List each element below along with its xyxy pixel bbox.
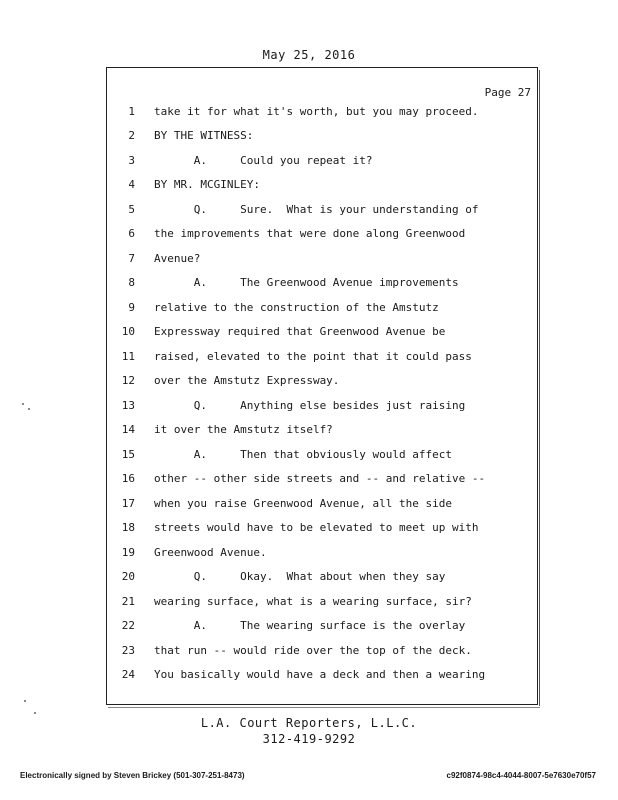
scan-speck: [28, 408, 30, 410]
court-reporter-name: L.A. Court Reporters, L.L.C.: [200, 716, 418, 730]
line-number: 14: [121, 423, 135, 436]
line-text: You basically would have a deck and then a wearing: [154, 668, 486, 681]
line-text: when you raise Greenwood Avenue, all the side: [154, 497, 453, 510]
line-number: 20: [121, 570, 135, 583]
line-number: 10: [121, 325, 135, 338]
line-text: Q. Anything else besides just raising: [154, 399, 466, 412]
transcript-line: [107, 178, 539, 198]
transcript-date: May 25, 2016: [262, 48, 356, 62]
transcript-line: [107, 546, 539, 566]
transcript-line: [107, 644, 539, 664]
line-text: A. The wearing surface is the overlay: [154, 619, 466, 632]
line-number: 3: [128, 154, 135, 167]
line-number: 24: [121, 668, 135, 681]
transcript-line: [107, 619, 539, 639]
line-text: Avenue?: [154, 252, 201, 265]
line-number: 5: [128, 203, 135, 216]
line-number: 23: [121, 644, 135, 657]
line-text: A. Then that obviously would affect: [154, 448, 453, 461]
transcript-line: [107, 252, 539, 272]
transcript-line: [107, 570, 539, 590]
line-number: 22: [121, 619, 135, 632]
line-number: 7: [128, 252, 135, 265]
transcript-page-frame: [106, 67, 538, 705]
line-number: 9: [128, 301, 135, 314]
scan-speck: [24, 700, 26, 702]
transcript-line: [107, 203, 539, 223]
line-number: 4: [128, 178, 135, 191]
line-text: other -- other side streets and -- and relative --: [154, 472, 486, 485]
transcript-line: [107, 350, 539, 370]
electronic-signature: Electronically signed by Steven Brickey (501-307-251-8473): [20, 771, 245, 780]
line-number: 12: [121, 374, 135, 387]
line-text: take it for what it's worth, but you may proceed.: [154, 105, 479, 118]
transcript-line: [107, 448, 539, 468]
transcript-line: [107, 423, 539, 443]
line-number: 18: [121, 521, 135, 534]
transcript-line: [107, 325, 539, 345]
transcript-line: [107, 399, 539, 419]
line-text: the improvements that were done along Greenwood: [154, 227, 466, 240]
line-text: wearing surface, what is a wearing surface, sir?: [154, 595, 472, 608]
transcript-line: [107, 276, 539, 296]
line-number: 11: [121, 350, 135, 363]
line-number: 21: [121, 595, 135, 608]
transcript-line: [107, 521, 539, 541]
transcript-line: [107, 595, 539, 615]
line-text: Q. Sure. What is your understanding of: [154, 203, 479, 216]
document-hash: c92f0874-98c4-4044-8007-5e7630e70f57: [446, 771, 596, 780]
line-number: 8: [128, 276, 135, 289]
court-reporter-phone: 312-419-9292: [262, 732, 356, 746]
line-text: over the Amstutz Expressway.: [154, 374, 340, 387]
line-text: relative to the construction of the Amstutz: [154, 301, 439, 314]
line-text: Expressway required that Greenwood Avenue be: [154, 325, 446, 338]
transcript-line: [107, 301, 539, 321]
line-number: 17: [121, 497, 135, 510]
line-text: Q. Okay. What about when they say: [154, 570, 446, 583]
scan-speck: [22, 403, 24, 405]
transcript-line: [107, 105, 539, 125]
transcript-line: [107, 154, 539, 174]
line-number: 13: [121, 399, 135, 412]
line-text: streets would have to be elevated to meet up with: [154, 521, 479, 534]
line-number: 15: [121, 448, 135, 461]
page-bottom-rule: [108, 707, 540, 708]
line-number: 6: [128, 227, 135, 240]
line-text: that run -- would ride over the top of the deck.: [154, 644, 472, 657]
line-number: 2: [128, 129, 135, 142]
line-number: 1: [128, 105, 135, 118]
transcript-line: [107, 227, 539, 247]
line-text: BY MR. MCGINLEY:: [154, 178, 260, 191]
page-number: Page 27: [484, 86, 531, 99]
transcript-line: [107, 472, 539, 492]
transcript-line: [107, 374, 539, 394]
scan-speck: [34, 712, 36, 714]
transcript-line: [107, 497, 539, 517]
line-text: BY THE WITNESS:: [154, 129, 254, 142]
line-number: 16: [121, 472, 135, 485]
line-text: it over the Amstutz itself?: [154, 423, 333, 436]
transcript-line: [107, 129, 539, 149]
page-edge-rule: [539, 70, 540, 706]
line-text: A. Could you repeat it?: [154, 154, 373, 167]
line-number: 19: [121, 546, 135, 559]
transcript-line: [107, 668, 539, 688]
line-text: A. The Greenwood Avenue improvements: [154, 276, 459, 289]
line-text: raised, elevated to the point that it could pass: [154, 350, 472, 363]
line-text: Greenwood Avenue.: [154, 546, 267, 559]
